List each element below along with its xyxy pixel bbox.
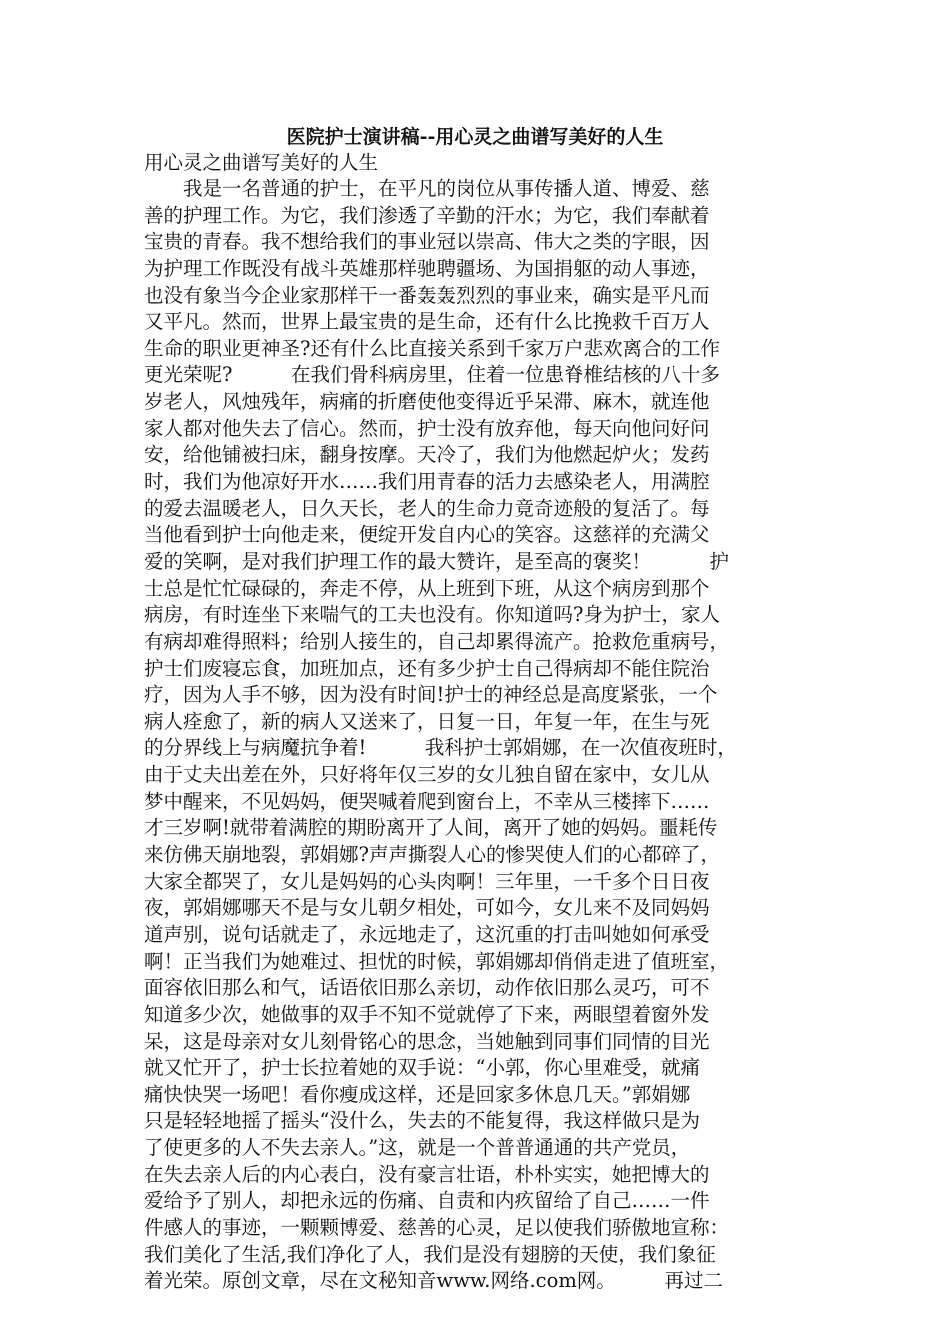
text-line: 知道多少次，她做事的双手不知不觉就停了下来，两眼望着窗外发	[144, 1002, 710, 1026]
text-line: 啊！正当我们为她难过、担忧的时候，郭娟娜却俏俏走进了值班室，	[144, 949, 730, 973]
text-line: 时，我们为他凉好开水……我们用青春的活力去感染老人，用满腔	[144, 470, 710, 494]
text-line: 安，给他铺被扫床，翻身按摩。天冷了，我们为他燃起炉火；发药	[144, 443, 710, 467]
text-line: 在失去亲人后的内心表白，没有豪言壮语，朴朴实实，她把博大的	[144, 1162, 710, 1186]
text-line: 有病却难得照料；给别人接生的，自己却累得流产。抢救危重病号，	[144, 629, 730, 653]
text-line: 着光荣。原创文章，尽在文秘知音www.网络.com网。 再过二	[144, 1269, 724, 1293]
text-line: 痛快快哭一场吧！看你瘦成这样，还是回家多休息几天。”郭娟娜	[144, 1082, 691, 1106]
text-line: 当他看到护士向他走来，便绽开发自内心的笑容。这慈祥的充满父	[144, 523, 710, 547]
text-line: 家人都对他失去了信心。然而，护士没有放弃他，每天向他问好问	[144, 416, 710, 440]
text-line: 疗，因为人手不够，因为没有时间!护士的神经总是高度紧张，一个	[144, 683, 718, 707]
text-line: 为护理工作既没有战斗英雄那样驰聘疆场、为国捐躯的动人事迹，	[144, 256, 710, 280]
text-line: 呆，这是母亲对女儿刻骨铭心的思念，当她触到同事们同情的目光	[144, 1029, 710, 1053]
text-line: 生命的职业更神圣?还有什么比直接关系到千家万户悲欢离合的工作	[144, 336, 720, 360]
text-line: 岁老人，风烛残年，病痛的折磨使他变得近乎呆滞、麻木，就连他	[144, 390, 710, 414]
text-line: 了使更多的人不失去亲人。”这，就是一个普普通通的共产党员，	[144, 1136, 691, 1160]
text-line: 的爱去温暖老人，日久天长，老人的生命力竟奇迹般的复活了。每	[144, 496, 710, 520]
text-line: 就又忙开了，护士长拉着她的双手说：“小郭，你心里难受，就痛	[144, 1056, 700, 1080]
text-line: 来仿佛天崩地裂，郭娟娜?声声撕裂人心的惨哭使人们的心都碎了，	[144, 843, 720, 867]
text-line: 只是轻轻地摇了摇头“没什么，失去的不能复得，我这样做只是为	[144, 1109, 700, 1133]
text-line: 我们美化了生活,我们净化了人，我们是没有翅膀的天使，我们象征	[144, 1242, 716, 1266]
text-line: 我是一名普通的护士，在平凡的岗位从事传播人道、博爱、慈	[144, 177, 710, 200]
document-subtitle: 用心灵之曲谱写美好的人生	[144, 151, 379, 174]
text-line: 也没有象当今企业家那样干一番轰轰烈烈的事业来，确实是平凡而	[144, 283, 710, 307]
text-line: 宝贵的青春。我不想给我们的事业冠以崇高、伟大之类的字眼，因	[144, 230, 710, 254]
text-line: 护士们废寝忘食，加班加点，还有多少护士自己得病却不能住院治	[144, 656, 710, 680]
text-line: 病人痊愈了，新的病人又送来了，日复一日，年复一年，在生与死	[144, 709, 710, 733]
text-line: 夜，郭娟娜哪天不是与女儿朝夕相处，可如今，女儿来不及同妈妈	[144, 896, 710, 920]
text-line: 病房，有时连坐下来喘气的工夫也没有。你知道吗?身为护士，家人	[144, 603, 720, 627]
text-line: 件感人的事迹，一颗颗博爱、慈善的心灵，足以使我们骄傲地宣称：	[144, 1215, 730, 1239]
document-body	[144, 176, 806, 1295]
text-line: 大家全都哭了，女儿是妈妈的心头肉啊！三年里，一千多个日日夜	[144, 869, 710, 893]
document-title: 医院护士演讲稿--用心灵之曲谱写美好的人生	[286, 126, 664, 148]
text-line: 爱的笑啊，是对我们护理工作的最大赞许，是至高的褒奖！ 护	[144, 549, 730, 573]
text-line: 面容依旧那么和气，话语依旧那么亲切，动作依旧那么灵巧，可不	[144, 976, 710, 1000]
text-line: 又平凡。然而，世界上最宝贵的是生命，还有什么比挽救千百万人	[144, 310, 710, 334]
text-line: 善的护理工作。为它，我们渗透了辛勤的汗水；为它，我们奉献着	[144, 203, 710, 227]
text-line: 由于丈夫出差在外，只好将年仅三岁的女儿独自留在家中，女儿从	[144, 763, 710, 787]
text-line: 爱给予了别人，却把永远的伤痛、自责和内疚留给了自己……一件	[144, 1189, 710, 1213]
text-line: 梦中醒来，不见妈妈，便哭喊着爬到窗台上，不幸从三楼摔下……	[144, 789, 710, 813]
text-line: 才三岁啊!就带着满腔的期盼离开了人间，离开了她的妈妈。噩耗传	[144, 816, 718, 840]
text-line: 的分界线上与病魔抗争着! 我科护士郭娟娜，在一次值夜班时，	[144, 736, 737, 760]
text-line: 道声别，说句话就走了，永远地走了，这沉重的打击叫她如何承受	[144, 922, 710, 946]
text-line: 士总是忙忙碌碌的，奔走不停，从上班到下班，从这个病房到那个	[144, 576, 710, 600]
text-line: 更光荣呢? 在我们骨科病房里，住着一位患脊椎结核的八十多	[144, 363, 720, 387]
